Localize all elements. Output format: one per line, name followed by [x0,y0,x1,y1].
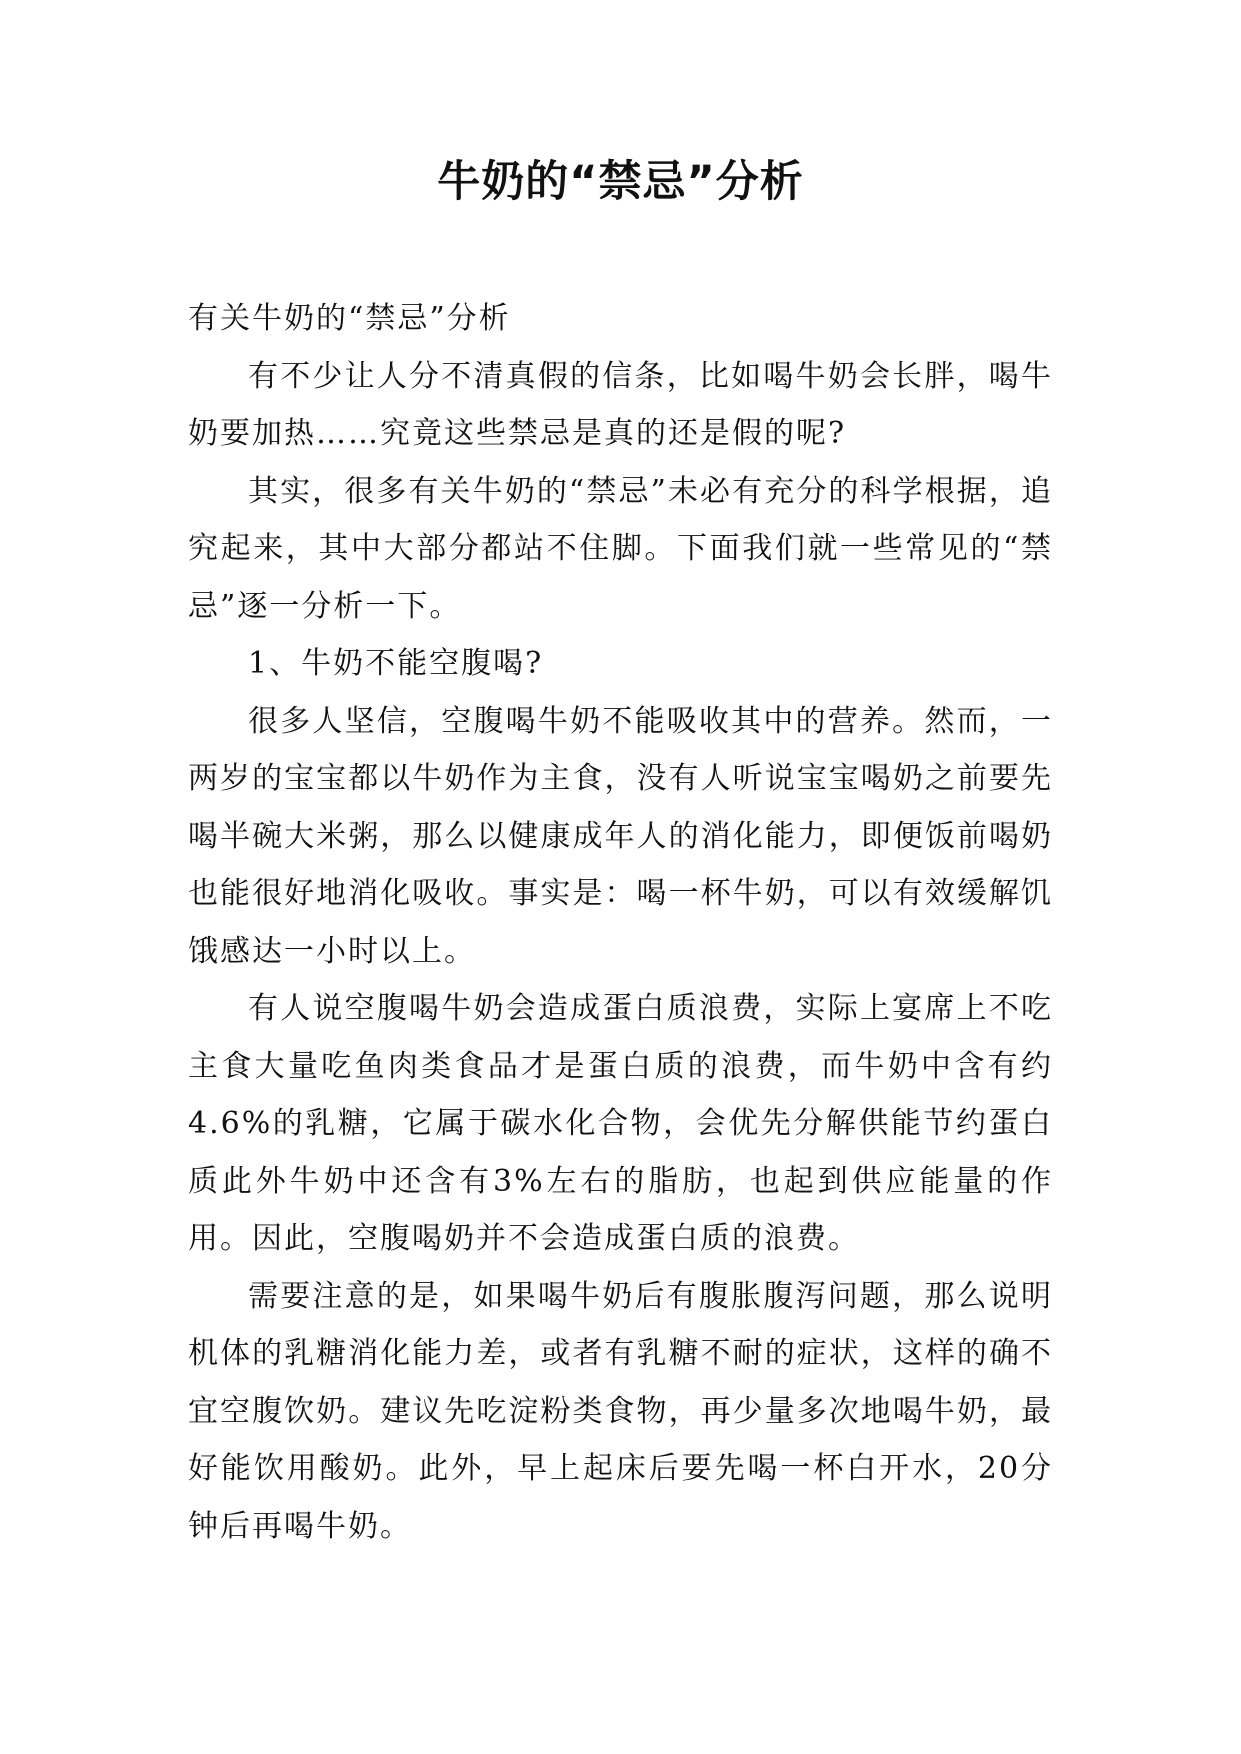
paragraph-lactose-note: 需要注意的是，如果喝牛奶后有腹胀腹泻问题，那么说明机体的乳糖消化能力差，或者有乳糖不耐的症状，这样的确不宜空腹饮奶。建议先吃淀粉类食物，再少量多次地喝牛奶，最好能饮用酸奶。此外，早上起床后要先喝一杯白开水，20分钟后再喝牛奶。 [188,1278,1053,1544]
paragraph-empty-stomach: 很多人坚信，空腹喝牛奶不能吸收其中的营养。然而，一两岁的宝宝都以牛奶作为主食，没有人听说宝宝喝奶之前要先喝半碗大米粥，那么以健康成年人的消化能力，即便饭前喝奶也能很好地消化吸收。事实是：喝一杯牛奶，可以有效缓解饥饿感达一小时以上。 [188,703,1053,969]
paragraph-intro: 有不少让人分不清真假的信条，比如喝牛奶会长胖，喝牛奶要加热……究竟这些禁忌是真的还是假的呢? [188,358,1053,451]
section-heading-1: 1、牛奶不能空腹喝? [248,646,544,681]
document-title: 牛奶的“禁忌”分析 [437,157,804,207]
paragraph-protein-waste: 有人说空腹喝牛奶会造成蛋白质浪费，实际上宴席上不吃主食大量吃鱼肉类食品才是蛋白质的浪费，而牛奶中含有约4.6%的乳糖，它属于碳水化合物，会优先分解供能节约蛋白质此外牛奶中还含有3%左右的脂肪，也起到供应能量的作用。因此，空腹喝奶并不会造成蛋白质的浪费。 [188,991,1053,1256]
document-body [188,290,1053,1555]
paragraph-overview: 其实，很多有关牛奶的“禁忌”未必有充分的科学根据，追究起来，其中大部分都站不住脚。下面我们就一些常见的“禁忌”逐一分析一下。 [188,473,1053,624]
document-subtitle: 有关牛奶的“禁忌”分析 [188,301,511,336]
